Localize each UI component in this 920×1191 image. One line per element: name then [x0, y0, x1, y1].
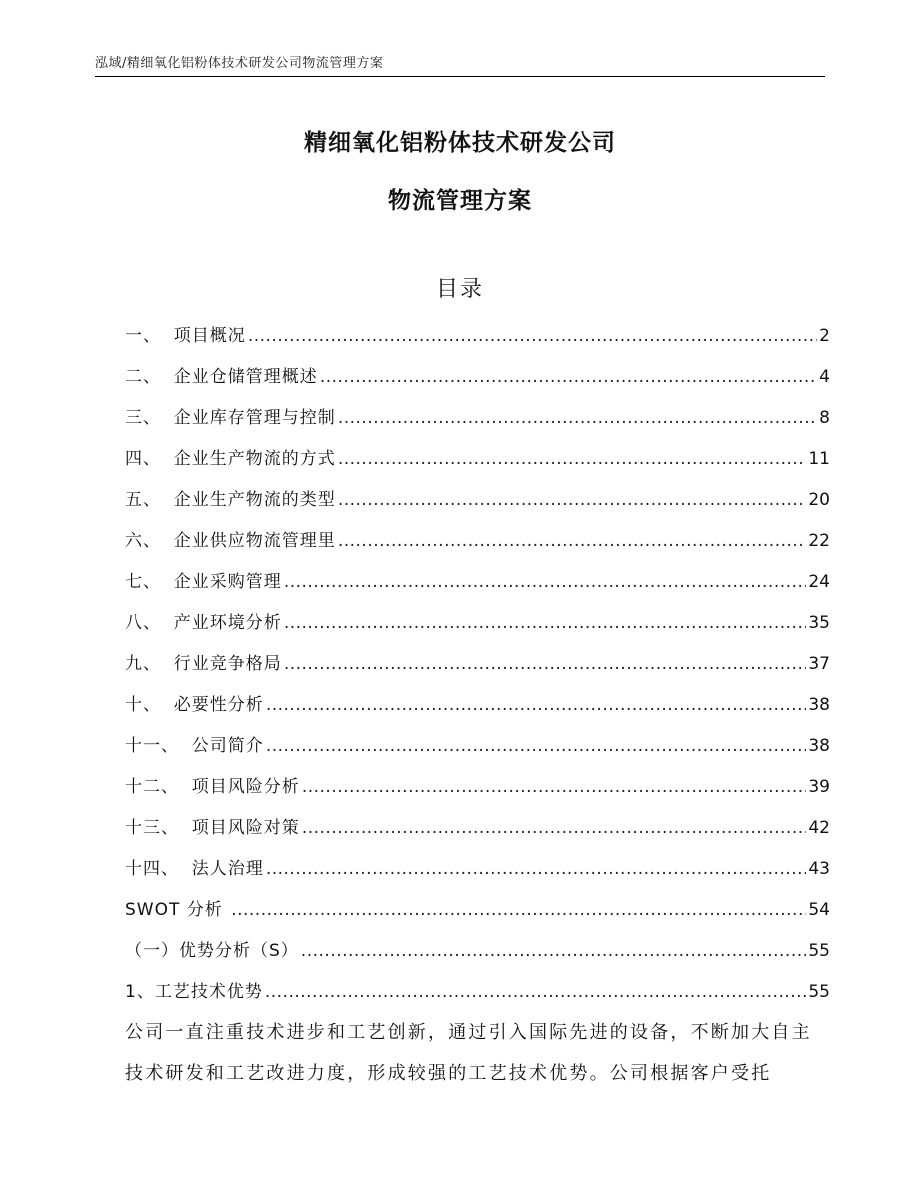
toc-entry-label: 十一、 公司简介 — [125, 736, 264, 756]
toc-entry[interactable] — [125, 691, 830, 732]
toc-entry-label: 十三、 项目风险对策 — [125, 818, 300, 838]
toc-entry[interactable] — [125, 568, 830, 609]
table-of-contents — [125, 322, 830, 1019]
toc-entry-page: 8 — [819, 408, 830, 428]
toc-entry-label: 四、 企业生产物流的方式 — [125, 449, 336, 469]
toc-entry-page: 2 — [819, 326, 830, 346]
toc-entry[interactable] — [125, 322, 830, 363]
toc-entry[interactable] — [125, 527, 830, 568]
toc-leader-dots — [284, 650, 807, 679]
toc-entry[interactable] — [125, 609, 830, 650]
header-rule — [95, 76, 825, 77]
toc-leader-dots — [338, 404, 817, 433]
toc-entry[interactable] — [125, 732, 830, 773]
toc-entry-label: 十二、 项目风险分析 — [125, 777, 300, 797]
toc-entry-label: 六、 企业供应物流管理里 — [125, 531, 336, 551]
toc-entry[interactable] — [125, 404, 830, 445]
toc-entry-page: 38 — [808, 695, 830, 715]
toc-entry-page: 22 — [808, 531, 830, 551]
toc-entry[interactable] — [125, 937, 830, 978]
toc-entry-page: 35 — [808, 613, 830, 633]
toc-entry[interactable] — [125, 445, 830, 486]
toc-leader-dots — [265, 978, 807, 1007]
toc-entry-label: 八、 产业环境分析 — [125, 613, 282, 633]
toc-entry-label: 一、 项目概况 — [125, 326, 246, 346]
toc-entry-page: 42 — [808, 818, 830, 838]
document-title-line2: 物流管理方案 — [388, 188, 532, 214]
toc-leader-dots — [266, 691, 807, 720]
running-header: 泓域/精细氧化铝粉体技术研发公司物流管理方案 — [95, 56, 384, 71]
toc-entry-label: 九、 行业竞争格局 — [125, 654, 282, 674]
toc-entry-label: 十四、 法人治理 — [125, 859, 264, 879]
toc-entry-page: 24 — [808, 572, 830, 592]
toc-entry[interactable] — [125, 855, 830, 896]
toc-entry-page: 20 — [808, 490, 830, 510]
toc-leader-dots — [301, 937, 807, 966]
toc-entry-label: 1、工艺技术优势 — [125, 982, 263, 1002]
toc-leader-dots — [338, 527, 807, 556]
toc-entry[interactable] — [125, 650, 830, 691]
toc-entry-label: 三、 企业库存管理与控制 — [125, 408, 336, 428]
toc-entry[interactable] — [125, 486, 830, 527]
toc-entry-page: 4 — [819, 367, 830, 387]
toc-entry-page: 43 — [808, 859, 830, 879]
toc-entry-page: 38 — [808, 736, 830, 756]
toc-entry-page: 37 — [808, 654, 830, 674]
toc-entry[interactable] — [125, 814, 830, 855]
toc-heading: 目录 — [435, 277, 484, 302]
toc-leader-dots — [338, 486, 807, 515]
body-paragraph: 公司一直注重技术进步和工艺创新，通过引入国际先进的设备，不断加大自主技术研发和工艺改进力度，形成较强的工艺技术优势。公司根据客户受托 — [125, 1022, 812, 1084]
toc-leader-dots — [266, 732, 807, 761]
toc-leader-dots — [248, 322, 817, 351]
toc-entry[interactable] — [125, 363, 830, 404]
toc-entry-page: 39 — [808, 777, 830, 797]
toc-leader-dots — [320, 363, 817, 392]
toc-entry-page: 11 — [808, 449, 830, 469]
toc-entry-page: 54 — [808, 900, 830, 920]
toc-leader-dots — [338, 445, 807, 474]
toc-leader-dots — [231, 896, 806, 925]
toc-entry-label: 五、 企业生产物流的类型 — [125, 490, 336, 510]
toc-entry-page: 55 — [808, 982, 830, 1002]
toc-entry-label: 七、 企业采购管理 — [125, 572, 282, 592]
toc-entry-label: 二、 企业仓储管理概述 — [125, 367, 318, 387]
toc-leader-dots — [266, 855, 807, 884]
toc-entry-label: SWOT 分析 — [125, 900, 230, 920]
document-title-line1: 精细氧化铝粉体技术研发公司 — [304, 130, 616, 156]
toc-entry[interactable] — [125, 773, 830, 814]
toc-leader-dots — [302, 773, 807, 802]
toc-leader-dots — [302, 814, 807, 843]
toc-entry[interactable] — [125, 896, 830, 937]
toc-entry-label: （一）优势分析（S） — [125, 941, 299, 961]
toc-entry-label: 十、 必要性分析 — [125, 695, 264, 715]
toc-leader-dots — [284, 568, 807, 597]
toc-leader-dots — [284, 609, 807, 638]
toc-entry-page: 55 — [808, 941, 830, 961]
